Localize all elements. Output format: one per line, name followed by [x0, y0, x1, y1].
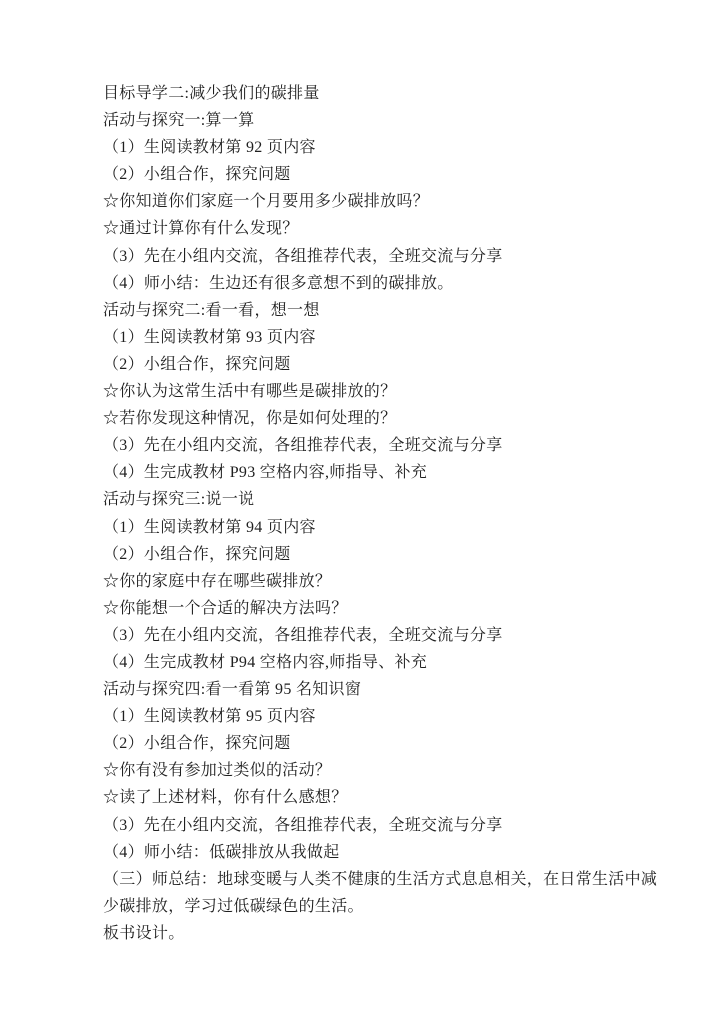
doc-line: 活动与探究一:算一算 — [103, 112, 255, 130]
doc-line: （4）生完成教材 P94 空格内容,师指导、补充 — [103, 653, 428, 671]
doc-line: （3）先在小组内交流，各组推荐代表，全班交流与分享 — [103, 626, 503, 644]
doc-line: ☆你能想一个合适的解决方法吗？ — [103, 599, 348, 617]
doc-line: 活动与探究二:看一看，想一想 — [103, 301, 320, 319]
doc-line: 目标导学二:减少我们的碳排量 — [103, 85, 320, 102]
doc-line: （2）小组合作，探究问题 — [103, 545, 291, 563]
doc-line: ☆你有没有参加过类似的活动？ — [103, 762, 332, 780]
doc-line: ☆通过计算你有什么发现？ — [103, 220, 299, 238]
doc-line: 少碳排放，学习过低碳绿色的生活。 — [103, 897, 364, 915]
doc-line: （4）师小结：生边还有很多意想不到的碳排放。 — [103, 274, 454, 292]
document-text-block — [103, 80, 663, 947]
doc-line: （3）先在小组内交流，各组推荐代表，全班交流与分享 — [103, 247, 503, 265]
doc-line: （2）小组合作，探究问题 — [103, 166, 291, 184]
doc-line: 活动与探究三:说一说 — [103, 491, 255, 509]
doc-line: （2）小组合作，探究问题 — [103, 355, 291, 373]
doc-line: （1）生阅读教材第 95 页内容 — [103, 708, 316, 726]
doc-line: ☆若你发现这种情况，你是如何处理的？ — [103, 410, 397, 428]
doc-line: （2）小组合作，探究问题 — [103, 735, 291, 753]
doc-line: 活动与探究四:看一看第 95 名知识窗 — [103, 681, 362, 699]
doc-line: （1）生阅读教材第 92 页内容 — [103, 139, 316, 157]
doc-line: （三）师总结：地球变暖与人类不健康的生活方式息息相关，在日常生活中减 — [103, 870, 658, 888]
doc-line: 板书设计。 — [103, 924, 185, 942]
doc-line: （3）先在小组内交流，各组推荐代表，全班交流与分享 — [103, 437, 503, 455]
doc-line: ☆你的家庭中存在哪些碳排放？ — [103, 572, 332, 590]
doc-line: ☆读了上述材料，你有什么感想？ — [103, 789, 348, 807]
doc-line: （4）生完成教材 P93 空格内容,师指导、补充 — [103, 464, 428, 482]
doc-line: ☆你知道你们家庭一个月要用多少碳排放吗？ — [103, 193, 430, 211]
doc-line: （3）先在小组内交流，各组推荐代表，全班交流与分享 — [103, 816, 503, 834]
doc-line: （1）生阅读教材第 94 页内容 — [103, 518, 316, 536]
doc-line: ☆你认为这常生活中有哪些是碳排放的？ — [103, 383, 397, 401]
doc-line: （4）师小结：低碳排放从我做起 — [103, 843, 340, 861]
doc-line: （1）生阅读教材第 93 页内容 — [103, 328, 316, 346]
